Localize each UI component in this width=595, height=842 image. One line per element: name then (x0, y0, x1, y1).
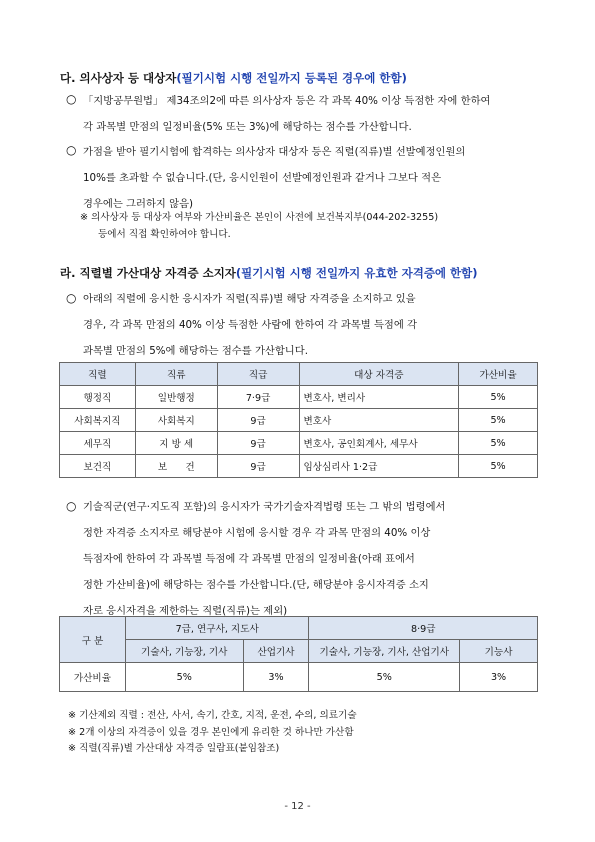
text-line: 가점을 받아 필기시험에 합격하는 의사상자 대상자 등은 직렬(직류)별 선발예정인원의 (83, 146, 466, 158)
table-cell: 3% (243, 663, 309, 692)
table-header: 직급 (217, 363, 299, 386)
table-cell: 5% (459, 386, 538, 409)
note-line: ※ 직렬(직류)별 가산대상 자격증 일람표(붙임참조) (68, 743, 280, 754)
table-cell: 보 건 (135, 455, 217, 478)
bullet-circle-icon: ○ (66, 143, 77, 157)
table-cell: 5% (459, 432, 538, 455)
table-subheader-row (60, 640, 538, 663)
text-line: 과목별 만점의 5%에 해당하는 점수를 가산합니다. (83, 345, 308, 357)
table-cell: 9급 (217, 409, 299, 432)
table-corner: 구 분 (60, 617, 126, 663)
table-cell: 변호사 (299, 409, 459, 432)
bullet-circle-icon: ○ (66, 291, 77, 305)
table-cell: 7·9급 (217, 386, 299, 409)
table-cell: 5% (459, 409, 538, 432)
text-line: 경우, 각 과목 만점의 40% 이상 득점한 사람에 한하여 각 과목별 득점에 각 (83, 319, 417, 331)
table-header-row (60, 363, 538, 386)
table-row (60, 432, 538, 455)
text-line: 10%를 초과할 수 없습니다.(단, 응시인원이 선발예정인원과 같거나 그보다 적은 (83, 172, 442, 184)
section-ra-condition: (필기시험 시행 전일까지 유효한 자격증에 한함) (235, 266, 478, 280)
table-row-label: 가산비율 (60, 663, 126, 692)
table-cell: 변호사, 공인회계사, 세무사 (299, 432, 459, 455)
text-line: 득점자에 한하여 각 과목별 득점에 각 과목별 만점의 일정비율(아래 표에서 (83, 553, 415, 565)
table-row (60, 409, 538, 432)
text-line: 자로 응시자격을 제한하는 직렬(직류)는 제외) (83, 605, 288, 617)
table-cell: 임상심리사 1·2급 (299, 455, 459, 478)
text-line: 정한 자격증 소지자로 해당분야 시험에 응시할 경우 각 과목 만점의 40% 이상 (83, 527, 431, 539)
section-da-bullet-2 (83, 139, 465, 217)
table-subheader: 기술사, 기능장, 기사 (125, 640, 243, 663)
text-line: 아래의 직렬에 응시한 응시자가 직렬(직류)별 해당 자격증을 소지하고 있을 (83, 293, 416, 305)
text-line: 정한 가산비율)에 해당하는 점수를 가산합니다.(단, 해당분야 응시자격증 소지 (83, 579, 429, 591)
section-da-condition: (필기시험 시행 전일까지 등록된 경우에 한함) (176, 71, 407, 85)
table-header: 직렬 (60, 363, 136, 386)
section-da-note (80, 210, 438, 243)
section-da-bullet-1 (83, 88, 491, 140)
table-group-header: 7급, 연구사, 지도사 (125, 617, 309, 640)
table-row (60, 663, 538, 692)
table-cell: 9급 (217, 432, 299, 455)
section-ra-heading (60, 265, 478, 281)
table-cell: 일반행정 (135, 386, 217, 409)
table-subheader: 산업기사 (243, 640, 309, 663)
table-cell: 5% (125, 663, 243, 692)
table-subheader: 기능사 (460, 640, 538, 663)
text-line: 경우에는 그러하지 않음) (83, 198, 194, 210)
note-line: 등에서 직접 확인하여야 합니다. (98, 228, 231, 240)
section-ra-bullet-1 (83, 286, 417, 364)
bullet-circle-icon: ○ (66, 499, 77, 513)
bullet-circle-icon: ○ (66, 92, 77, 106)
section-da-title: 다. 의사상자 등 대상자 (60, 71, 177, 85)
text-line: 기술직군(연구·지도직 포함)의 응시자가 국가기술자격법령 또는 그 밖의 법령에서 (83, 501, 446, 513)
table-row (60, 386, 538, 409)
note-line: ※ 기산제외 직렬 : 전산, 사서, 속기, 간호, 지적, 운전, 수의, 의료기술 (68, 710, 357, 721)
note-line: ※ 의사상자 등 대상자 여부와 가산비율은 본인이 사전에 보건복지부(044-202-3255) (80, 212, 439, 223)
table-header: 직류 (135, 363, 217, 386)
table-cell: 보건직 (60, 455, 136, 478)
table-cell: 5% (459, 455, 538, 478)
table-cell: 3% (460, 663, 538, 692)
table-cell: 행정직 (60, 386, 136, 409)
certificate-table (59, 362, 538, 478)
table-cell: 5% (309, 663, 460, 692)
table-cell: 세무직 (60, 432, 136, 455)
section-da-heading (60, 70, 407, 86)
section-ra-bullet-2 (83, 494, 445, 624)
table-row (60, 455, 538, 478)
table-header: 대상 자격증 (299, 363, 459, 386)
table-header: 가산비율 (459, 363, 538, 386)
text-line: 각 과목별 만점의 일정비율(5% 또는 3%)에 해당하는 점수를 가산합니다. (83, 121, 412, 133)
bonus-rate-table (59, 616, 538, 692)
page-number: - 12 - (284, 801, 311, 812)
table-group-header: 8·9급 (309, 617, 538, 640)
table-cell: 변호사, 변리사 (299, 386, 459, 409)
note-line: ※ 2개 이상의 자격증이 있을 경우 본인에게 유리한 것 하나만 가산함 (68, 726, 354, 738)
table-header-row (60, 617, 538, 640)
table-cell: 지 방 세 (135, 432, 217, 455)
table-cell: 사회복지 (135, 409, 217, 432)
text-line: 「지방공무원법」 제34조의2에 따른 의사상자 등은 각 과목 40% 이상 득점한 자에 한하여 (83, 95, 491, 107)
table-subheader: 기술사, 기능장, 기사, 산업기사 (309, 640, 460, 663)
section-ra-notes (68, 708, 357, 758)
table-cell: 사회복지직 (60, 409, 136, 432)
table-cell: 9급 (217, 455, 299, 478)
section-ra-title: 라. 직렬별 가산대상 자격증 소지자 (60, 266, 236, 280)
